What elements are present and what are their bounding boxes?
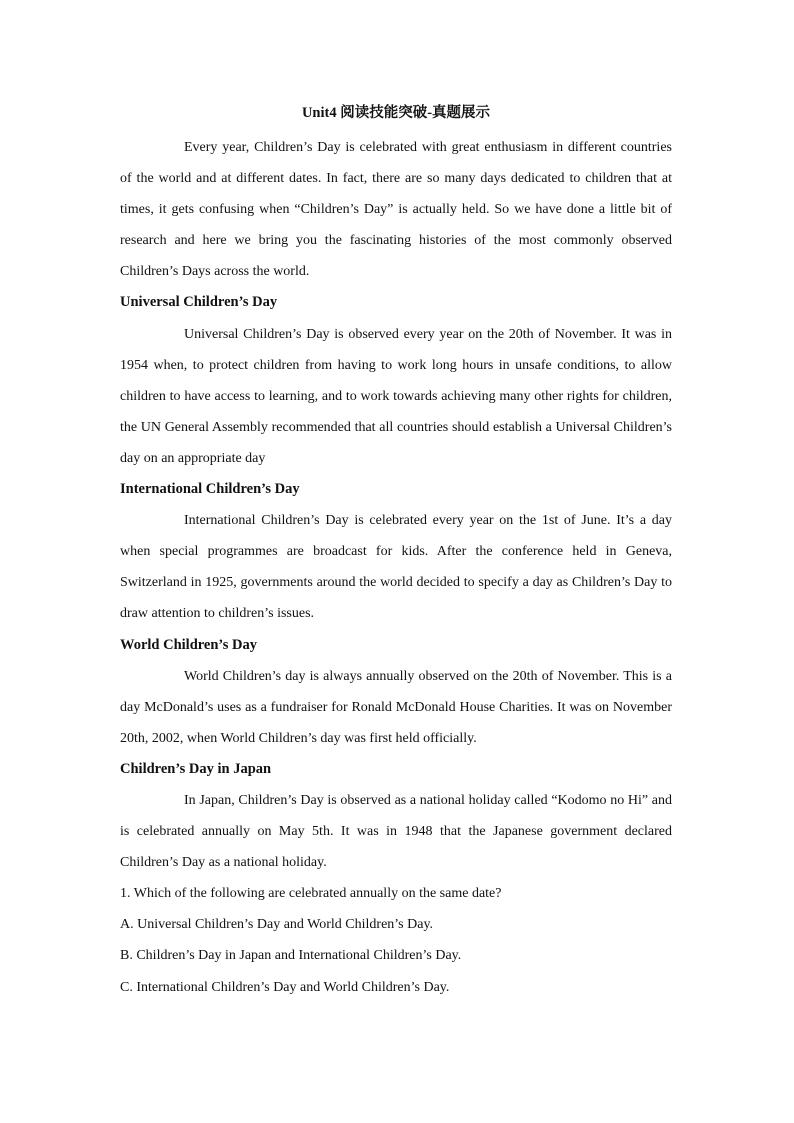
question-option-c: C. International Children’s Day and World Children’s Day. [120,979,450,995]
section-heading-world: World Children’s Day [120,636,257,653]
question-text: 1. Which of the following are celebrated annually on the same date? [120,886,502,902]
section-heading-international: International Children’s Day [120,481,300,498]
document-page [120,100,672,1003]
section-heading-japan: Children’s Day in Japan [120,760,272,777]
section-body-world: World Children’s day is always annually observed on the 20th of November. This is a day McDonald’s uses as a fundraiser for Ronald McDonald House Charities. It was on November 20th, 2002, when World Children’s day was first held officially. [120,668,672,746]
intro-paragraph: Every year, Children’s Day is celebrated with great enthusiasm in different countries of the world and at different dates. In fact, there are so many days dedicated to children that at times, it gets confusing when “Children’s Day” is actually held. So we have done a little bit of research and here we bring you the fascinating histories of the most commonly observed Children’s Days across the world. [120,140,672,280]
page-title: Unit4 阅读技能突破-真题展示 [301,105,491,121]
question-option-b: B. Children’s Day in Japan and International Children’s Day. [120,948,462,964]
section-body-international: International Children’s Day is celebrated every year on the 1st of June. It’s a day when special programmes are broadcast for kids. After the conference held in Geneva, Switzerland in 1925, governments around the world decided to specify a day as Children’s Day to draw attention to children’s issues. [120,513,672,622]
section-heading-universal: Universal Children’s Day [120,294,278,311]
question-option-a: A. Universal Children’s Day and World Children’s Day. [120,917,434,933]
section-body-japan: In Japan, Children’s Day is observed as a national holiday called “Kodomo no Hi” and is celebrated annually on May 5th. It was in 1948 that the Japanese government declared Children’s Day as a national holiday. [120,792,672,871]
section-body-universal: Universal Children’s Day is observed every year on the 20th of November. It was in 1954 when, to protect children from having to work long hours in unsafe conditions, to allow children to have access to learning, and to work towards achieving many other rights for children, the UN General Assembly recommended that all countries should establish a Universal Children’s day on an appropriate day [120,326,672,466]
